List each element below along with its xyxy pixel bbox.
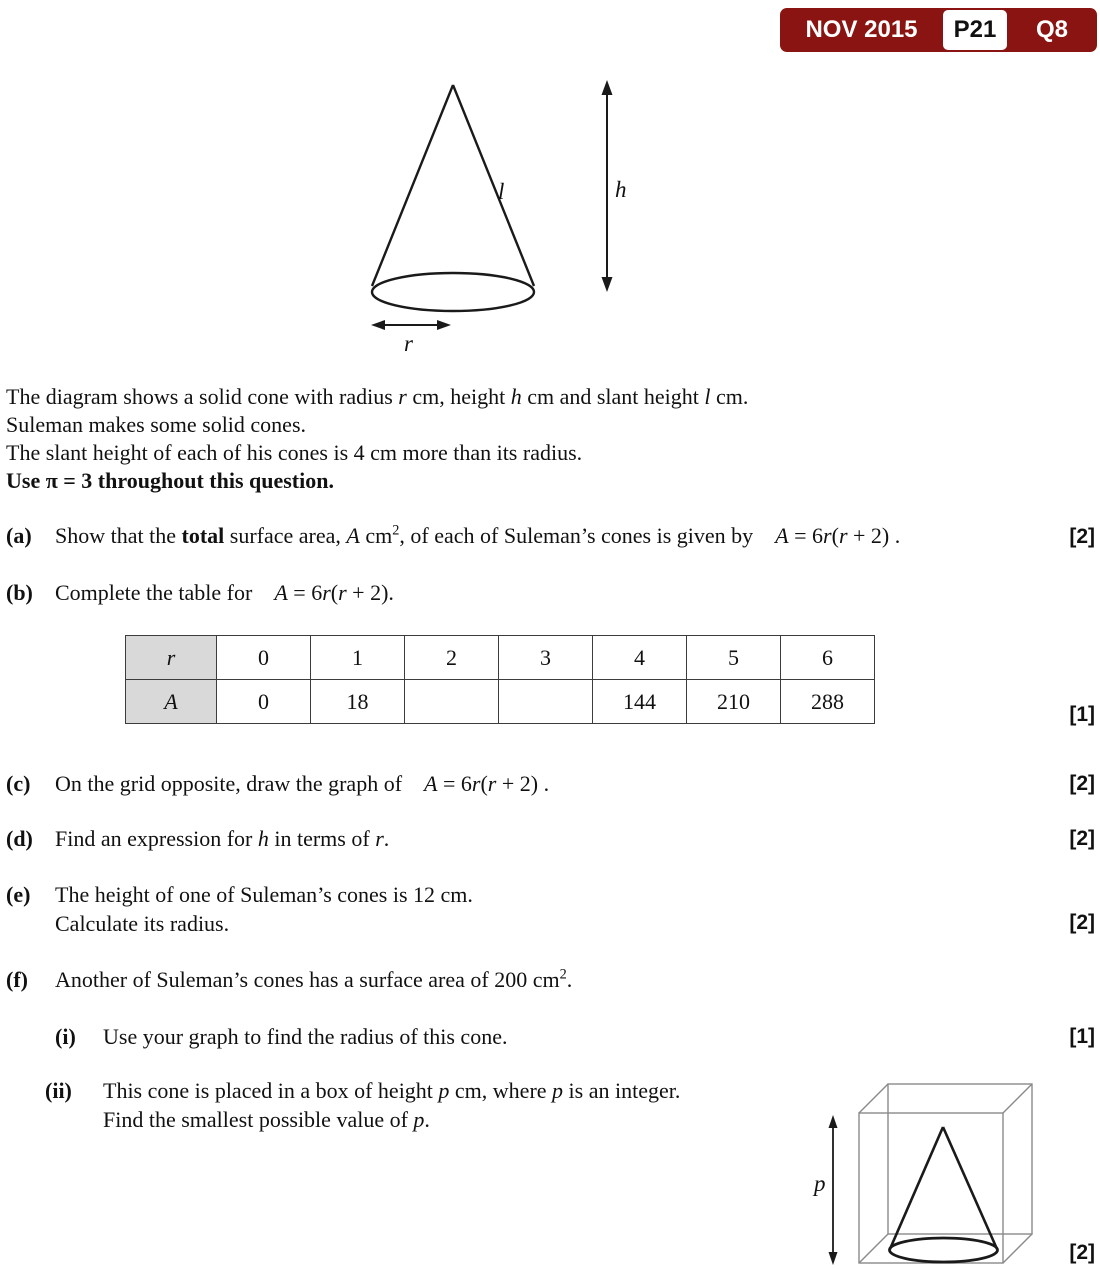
badge-session-label: NOV 2015 (805, 16, 918, 43)
part-fii-label: (ii) (45, 1078, 72, 1103)
part-c-mark: [2] (1069, 772, 1095, 795)
table-cell: 18 (311, 680, 405, 724)
badge-question-label: Q8 (1035, 16, 1068, 43)
table-row-r (126, 636, 875, 680)
part-d-label: (d) (6, 826, 33, 851)
cone-base-ellipse (372, 273, 534, 311)
badge-paper-label: P21 (943, 10, 1007, 50)
table-row-A (126, 680, 875, 724)
part-d-mark: [2] (1069, 827, 1095, 850)
table-cell: 0 (217, 636, 311, 680)
table-cell-blank (405, 680, 499, 724)
part-fi-mark: [1] (1069, 1025, 1095, 1048)
table-cell: 144 (593, 680, 687, 724)
part-a-mark: [2] (1069, 525, 1095, 548)
intro-line-4: Use π = 3 throughout this question. (6, 468, 334, 493)
values-table (125, 635, 875, 724)
part-c-label: (c) (6, 771, 31, 796)
table-cell: 6 (781, 636, 875, 680)
height-arrow (602, 80, 613, 292)
radius-label: r (404, 331, 413, 352)
part-fii-text-1: This cone is placed in a box of height p cm, where p is an integer. (103, 1078, 681, 1103)
part-fii-mark: [2] (1069, 1241, 1095, 1264)
slant-height-label: l (498, 179, 505, 204)
box-wireframe (859, 1084, 1032, 1263)
part-fii-text-2: Find the smallest possible value of p. (103, 1107, 430, 1132)
part-c-text: On the grid opposite, draw the graph of A = 6r(r + 2) . (55, 771, 550, 796)
part-fi-label: (i) (55, 1024, 76, 1049)
table-cell: 210 (687, 680, 781, 724)
intro-line-1: The diagram shows a solid cone with radius r cm, height h cm and slant height l cm. (6, 384, 749, 409)
part-fi-text: Use your graph to find the radius of this cone. (103, 1024, 508, 1049)
height-label: h (615, 177, 627, 202)
part-a-text: Show that the total surface area, A $cm^2$, of each of Suleman’s cones is given by A = 6r(r + 2) . (55, 522, 901, 548)
table-cell: 1 (311, 636, 405, 680)
intro-line-3: The slant height of each of his cones is 4 cm more than its radius. (6, 440, 583, 465)
part-a-label: (a) (6, 523, 32, 548)
table-cell: 288 (781, 680, 875, 724)
part-b-label: (b) (6, 580, 33, 605)
intro-line-2: Suleman makes some solid cones. (6, 412, 307, 437)
table-mark: [1] (1069, 703, 1095, 726)
table-cell: 0 (217, 680, 311, 724)
part-f-text: Another of Suleman’s cones has a surface area of 200 $cm^2$. (55, 966, 573, 992)
row-header-A: A (126, 680, 217, 724)
part-e-mark: [2] (1069, 911, 1095, 934)
cone-slant-right (453, 85, 534, 286)
radius-arrow (371, 320, 451, 330)
table-cell: 4 (593, 636, 687, 680)
table-cell: 5 (687, 636, 781, 680)
table-cell-blank (499, 680, 593, 724)
table-cell: 3 (499, 636, 593, 680)
part-e-text-1: The height of one of Suleman’s cones is 12 cm. (55, 882, 473, 907)
cone-slant-left (372, 85, 453, 286)
table-cell: 2 (405, 636, 499, 680)
question-badge (780, 8, 1097, 52)
cone-diagram (360, 72, 630, 352)
box-diagram (790, 1078, 1052, 1269)
box-cone (890, 1127, 998, 1262)
box-height-label: p (814, 1171, 826, 1196)
part-b-text: Complete the table for A = 6r(r + 2). (55, 580, 394, 605)
box-height-arrow (829, 1115, 838, 1265)
part-d-text: Find an expression for h in terms of r. (55, 826, 390, 851)
part-e-text-2: Calculate its radius. (55, 911, 230, 936)
row-header-r: r (126, 636, 217, 680)
part-e-label: (e) (6, 882, 31, 907)
part-f-label: (f) (6, 967, 28, 992)
